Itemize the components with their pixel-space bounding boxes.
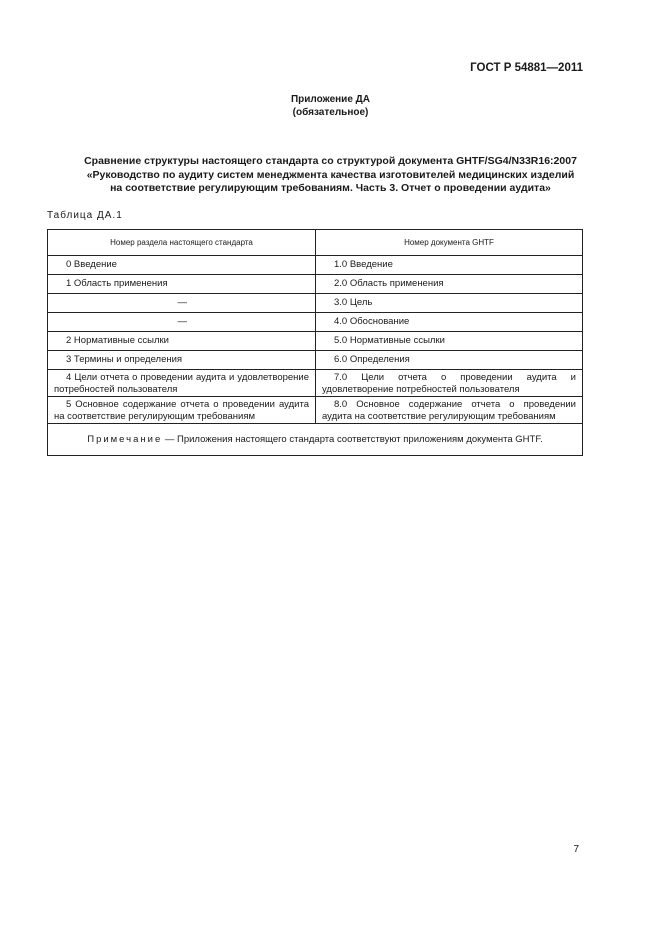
table-row bbox=[48, 397, 583, 424]
table-row bbox=[48, 351, 583, 370]
note-label: Примечание bbox=[87, 433, 163, 445]
table-cell bbox=[316, 275, 583, 294]
table-cell bbox=[316, 313, 583, 332]
column-header: Номер документа GHTF bbox=[316, 230, 583, 256]
appendix-title-block bbox=[0, 93, 661, 119]
table-cell bbox=[48, 397, 316, 424]
table-cell bbox=[48, 370, 316, 397]
heading-line-1: Сравнение структуры настоящего стандарта со структурой документа GHTF/SG4/N33R16:2007 bbox=[84, 155, 577, 167]
cell-text: 1 Область применения bbox=[66, 278, 168, 289]
table-cell bbox=[48, 351, 316, 370]
table-note-row bbox=[48, 424, 583, 456]
cell-text: 5 Основное содержание отчета о проведении аудита на соответствие регулирующим требованиям bbox=[54, 399, 309, 422]
table-cell: — bbox=[48, 313, 316, 332]
note-text: — Приложения настоящего стандарта соответствуют приложениям документа GHTF. bbox=[162, 433, 543, 445]
table-row bbox=[48, 332, 583, 351]
cell-text: 3 Термины и определения bbox=[66, 354, 183, 365]
table-cell bbox=[316, 351, 583, 370]
section-heading bbox=[40, 155, 621, 196]
table-row bbox=[48, 294, 583, 313]
table-header-row bbox=[48, 230, 583, 256]
page-number: 7 bbox=[573, 844, 579, 855]
appendix-status: (обязательное) bbox=[292, 107, 369, 118]
cell-text: 1.0 Введение bbox=[334, 259, 393, 270]
comparison-table bbox=[47, 229, 583, 456]
cell-text: 6.0 Определения bbox=[334, 354, 410, 365]
table-cell: — bbox=[48, 294, 316, 313]
table-row bbox=[48, 275, 583, 294]
table-cell bbox=[316, 332, 583, 351]
cell-text: 4 Цели отчета о проведении аудита и удовлетворение потребностей пользователя bbox=[54, 372, 309, 395]
table-note bbox=[48, 424, 583, 456]
heading-line-3: на соответствие регулирующим требованиям. Часть 3. Отчет о проведении аудита» bbox=[110, 182, 551, 194]
standard-code: ГОСТ Р 54881—2011 bbox=[470, 62, 583, 74]
table-cell bbox=[48, 256, 316, 275]
cell-text: 7.0 Цели отчета о проведении аудита и удовлетворение потребностей пользователя bbox=[322, 372, 576, 395]
table-cell bbox=[48, 275, 316, 294]
table-row bbox=[48, 313, 583, 332]
appendix-title: Приложение ДА bbox=[290, 94, 371, 105]
table-cell bbox=[316, 370, 583, 397]
table-cell bbox=[48, 332, 316, 351]
column-header: Номер раздела настоящего стандарта bbox=[48, 230, 316, 256]
table-row bbox=[48, 256, 583, 275]
table-label: Таблица ДА.1 bbox=[47, 210, 123, 221]
table-cell bbox=[316, 397, 583, 424]
cell-text: 2.0 Область применения bbox=[334, 278, 444, 289]
cell-text: 2 Нормативные ссылки bbox=[66, 335, 169, 346]
cell-text: 0 Введение bbox=[66, 259, 117, 270]
table-row bbox=[48, 370, 583, 397]
cell-text: 8.0 Основное содержание отчета о проведении аудита на соответствие регулирующим требованиям bbox=[322, 399, 576, 422]
cell-text: 3.0 Цель bbox=[334, 297, 373, 308]
cell-text: 5.0 Нормативные ссылки bbox=[334, 335, 445, 346]
table-cell bbox=[316, 294, 583, 313]
cell-text: 4.0 Обоснование bbox=[334, 316, 410, 327]
heading-line-2: «Руководство по аудиту систем менеджмента качества изготовителей медицинских изделий bbox=[86, 168, 575, 181]
table-cell bbox=[316, 256, 583, 275]
